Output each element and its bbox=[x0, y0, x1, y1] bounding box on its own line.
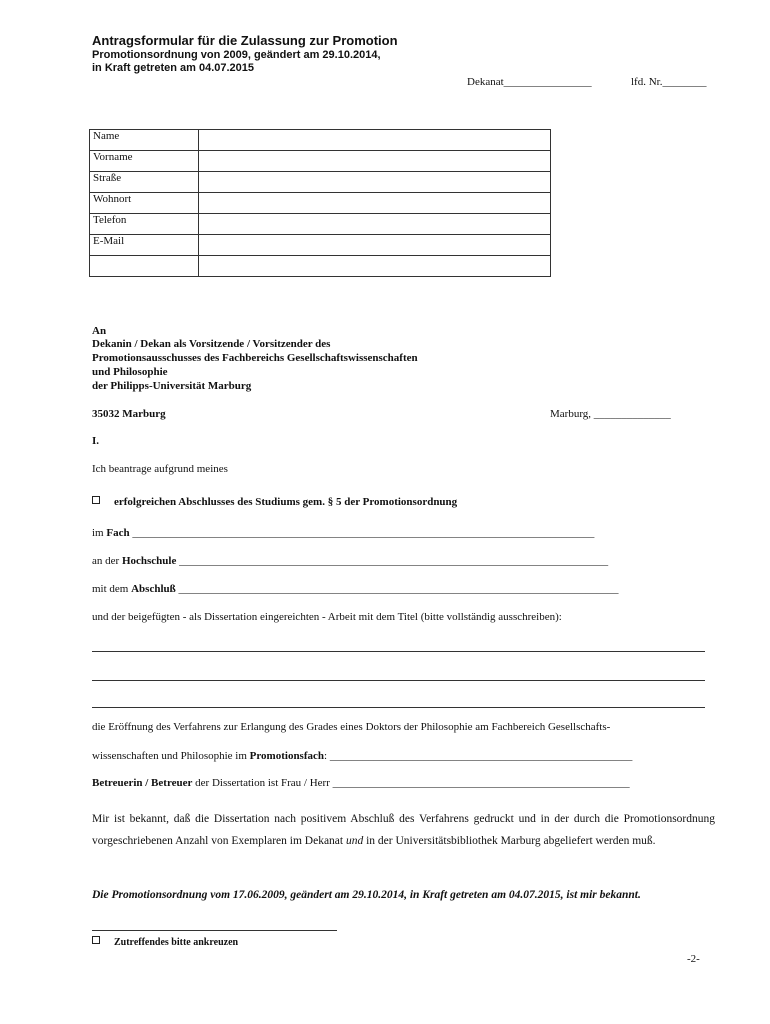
betreuer-input-line[interactable]: ______________________________________________________ bbox=[332, 777, 630, 789]
studium-checkbox-row[interactable] bbox=[92, 496, 457, 508]
eroeffnung-text: die Eröffnung des Verfahrens zur Erlangung des Grades eines Doktors der Philosophie am Fachbereich Gesellschafts- bbox=[92, 721, 611, 733]
place-date-field[interactable]: Marburg, ______________ bbox=[550, 408, 671, 420]
page-number: -2- bbox=[687, 953, 700, 965]
table-row bbox=[90, 256, 551, 277]
label-telefon: Telefon bbox=[90, 214, 199, 235]
fach-row bbox=[92, 527, 594, 539]
form-subtitle-1: Promotionsordnung von 2009, geändert am 29.10.2014, bbox=[92, 49, 381, 61]
checkbox-icon[interactable] bbox=[92, 496, 100, 504]
label-name: Name bbox=[90, 130, 199, 151]
address-line-3: Promotionsausschusses des Fachbereichs Gesellschaftswissenschaften bbox=[92, 352, 418, 364]
notice-und: und bbox=[345, 835, 364, 847]
betreuer-text: der Dissertation ist Frau / Herr bbox=[192, 777, 333, 789]
label-extra[interactable] bbox=[90, 256, 199, 277]
address-line-2: Dekanin / Dekan als Vorsitzende / Vorsitzender des bbox=[92, 338, 331, 350]
table-row bbox=[90, 193, 551, 214]
promotionsfach-label: Promotionsfach bbox=[249, 750, 325, 762]
abschluss-input-line[interactable]: ________________________________________________________________________________ bbox=[178, 583, 619, 595]
hochschule-prefix: an der bbox=[92, 555, 122, 567]
name-input[interactable] bbox=[199, 130, 551, 151]
hochschule-row bbox=[92, 555, 608, 567]
personal-data-table bbox=[89, 129, 551, 277]
label-vorname: Vorname bbox=[90, 151, 199, 172]
vorname-input[interactable] bbox=[199, 151, 551, 172]
title-line-1[interactable] bbox=[92, 651, 705, 652]
hochschule-input-line[interactable]: ______________________________________________________________________________ bbox=[179, 555, 609, 567]
notice-part-2: in der Universitätsbibliothek Marburg abgeliefert werden muß. bbox=[363, 835, 656, 847]
address-line-4: und Philosophie bbox=[92, 366, 168, 378]
form-title: Antragsformular für die Zulassung zur Promotion bbox=[92, 33, 398, 48]
table-row bbox=[90, 130, 551, 151]
address-line-1: An bbox=[92, 325, 107, 337]
footnote bbox=[92, 936, 238, 948]
fach-label: Fach bbox=[106, 527, 130, 539]
email-input[interactable] bbox=[199, 235, 551, 256]
form-subtitle-2: in Kraft getreten am 04.07.2015 bbox=[92, 62, 255, 74]
label-wohnort: Wohnort bbox=[90, 193, 199, 214]
abschluss-row bbox=[92, 583, 619, 595]
betreuer-label: Betreuerin / Betreuer bbox=[92, 777, 193, 789]
table-row bbox=[90, 235, 551, 256]
table-row bbox=[90, 151, 551, 172]
intro-text: Ich beantrage aufgrund meines bbox=[92, 463, 228, 475]
promotionsfach-prefix: wissenschaften und Philosophie im bbox=[92, 750, 250, 762]
address-line-5: der Philipps-Universität Marburg bbox=[92, 380, 252, 392]
notice-part-1: Mir ist bekannt, daß die Dissertation nach positivem Abschluß des Verfahrens gedruckt und in der durch die Promotionsordnung vorgeschriebenen Anzahl von Exemplaren im Dekanat bbox=[92, 813, 715, 847]
checkbox-label: erfolgreichen Abschlusses des Studiums gem. § 5 der Promotionsordnung bbox=[114, 496, 458, 508]
promotionsfach-input-line[interactable]: : _______________________________________________________ bbox=[324, 750, 633, 762]
wohnort-input[interactable] bbox=[199, 193, 551, 214]
footnote-divider bbox=[92, 930, 337, 931]
notice-paragraph bbox=[92, 808, 715, 852]
table-row bbox=[90, 172, 551, 193]
fach-prefix: im bbox=[92, 527, 107, 539]
dekanat-field[interactable]: Dekanat________________ bbox=[467, 76, 592, 88]
section-numeral: I. bbox=[92, 435, 100, 447]
label-strasse: Straße bbox=[90, 172, 199, 193]
abschluss-prefix: mit dem bbox=[92, 583, 132, 595]
telefon-input[interactable] bbox=[199, 214, 551, 235]
table-row bbox=[90, 214, 551, 235]
ordnung-statement: Die Promotionsordnung vom 17.06.2009, geändert am 29.10.2014, in Kraft getreten am 04.07.2015, ist mir bekannt. bbox=[92, 889, 641, 901]
postal-address: 35032 Marburg bbox=[92, 408, 166, 420]
label-email: E-Mail bbox=[90, 235, 199, 256]
checkbox-icon bbox=[92, 936, 100, 944]
footnote-text: Zutreffendes bitte ankreuzen bbox=[114, 937, 239, 948]
promotionsfach-row bbox=[92, 750, 632, 762]
abschluss-label: Abschluß bbox=[131, 583, 176, 595]
title-instruction: und der beigefügten - als Dissertation eingereichten - Arbeit mit dem Titel (bitte vollständig ausschreiben): bbox=[92, 611, 562, 623]
lfd-nr-field[interactable]: lfd. Nr.________ bbox=[631, 76, 707, 88]
title-line-2[interactable] bbox=[92, 680, 705, 681]
fach-input-line[interactable]: ____________________________________________________________________________________ bbox=[132, 527, 595, 539]
betreuer-row bbox=[92, 777, 630, 789]
hochschule-label: Hochschule bbox=[121, 555, 177, 567]
extra-input[interactable] bbox=[199, 256, 551, 277]
title-line-3[interactable] bbox=[92, 707, 705, 708]
strasse-input[interactable] bbox=[199, 172, 551, 193]
